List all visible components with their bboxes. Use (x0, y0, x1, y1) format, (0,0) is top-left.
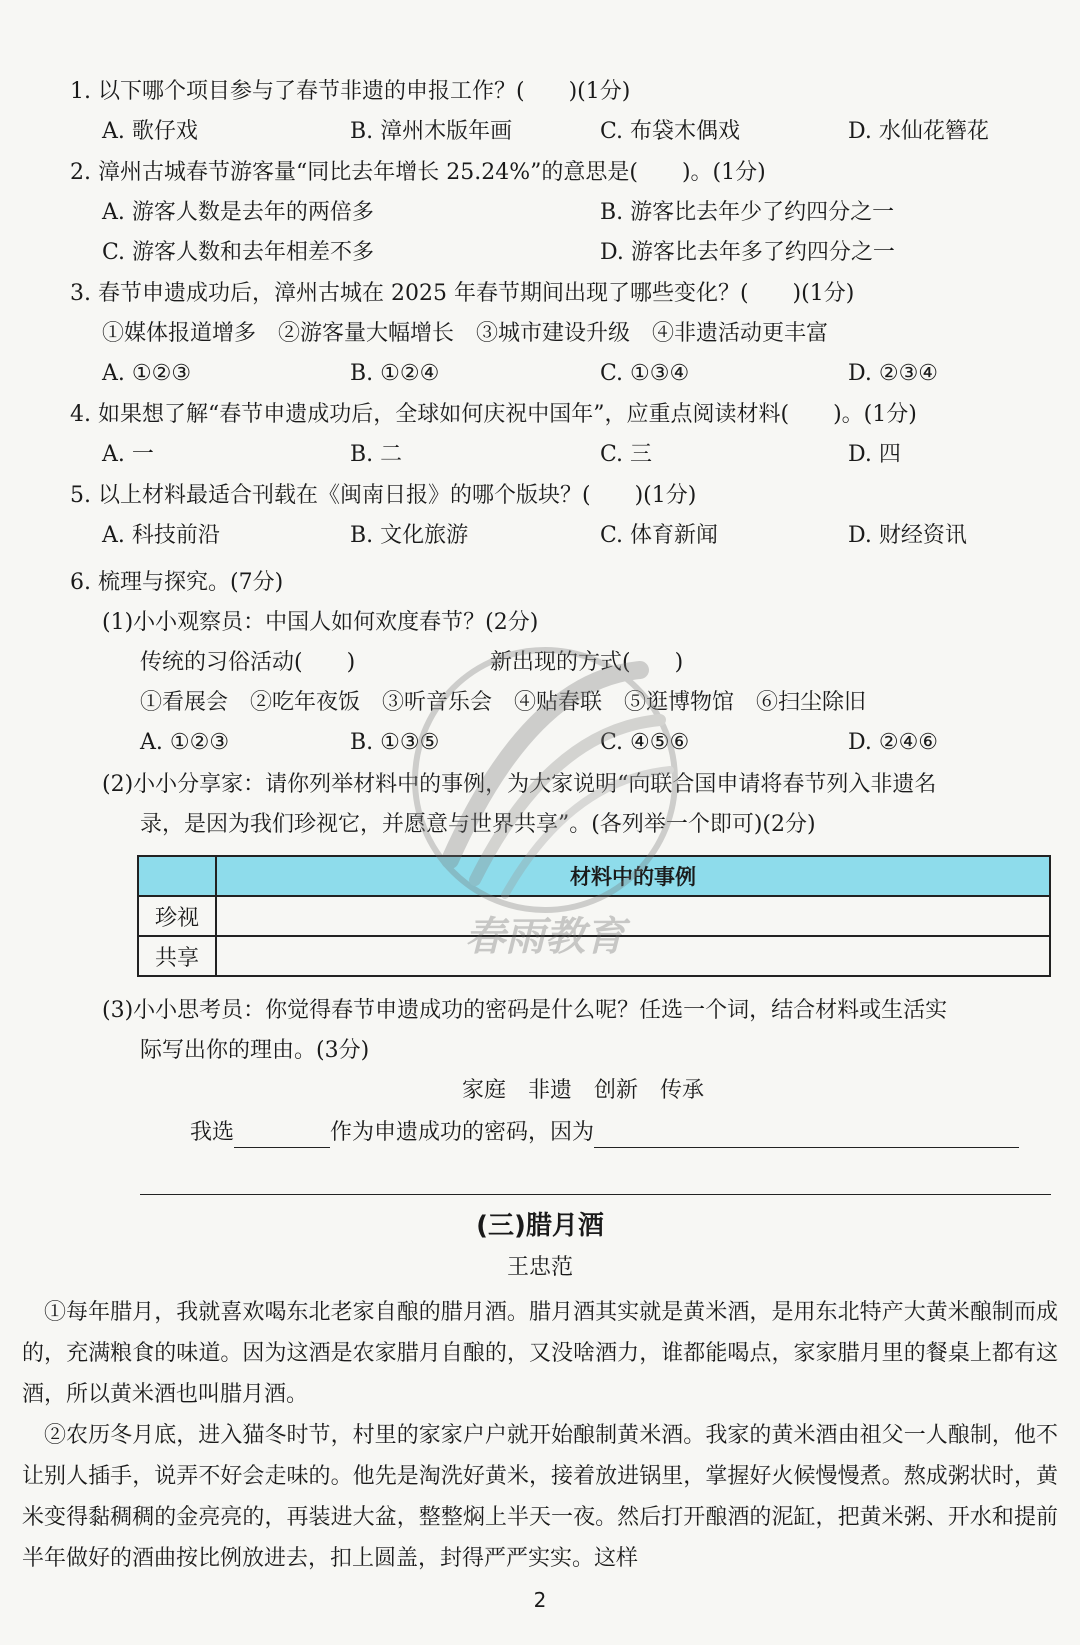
q6-part1-option-a: A. ①②③ (140, 730, 230, 755)
paragraph-1: ①每年腊月，我就喜欢喝东北老家自酿的腊月酒。腊月酒其实就是黄米酒，是用东北特产大黄米酿制而成的，充满粮食的味道。因为这酒是农家腊月自酿的，又没啥酒力，谁都能喝点，家家腊月里的餐桌上都有这酒，所以黄米酒也叫腊月酒。 (22, 1300, 1058, 1407)
q6-part1-option-d: D. ②④⑥ (848, 730, 939, 755)
q3-items: ①媒体报道增多 ②游客量大幅增长 ③城市建设升级 ④非遗活动更丰富 (102, 321, 829, 346)
q6-part1-stem: (1)小小观察员：中国人如何欢度春节？(2分) (102, 610, 539, 635)
q1-option-a: A. 歌仔戏 (102, 119, 198, 144)
answer-cell-share[interactable] (216, 936, 1050, 976)
article-body (22, 1292, 1058, 1579)
q3-option-a: A. ①②③ (102, 361, 192, 386)
q6-part2-line2: 录，是因为我们珍视它，并愿意与世界共享”。(各列举一个即可)(2分) (140, 812, 816, 837)
paragraph-2: ②农历冬月底，进入猫冬时节，村里的家家户户就开始酿制黄米酒。我家的黄米酒由祖父一人酿制，他不让别人插手，说弄不好会走味的。他先是淘洗好黄米，接着放进锅里，掌握好火候慢慢煮。熬成粥状时，黄米变得黏稠稠的金亮亮的，再装进大盆，整整焖上半天一夜。然后打开酿酒的泥缸，把黄米粥、开水和提前半年做好的酒曲按比例放进去，扣上圆盖，封得严严实实。这样 (22, 1423, 1058, 1571)
answer-prefix: 我选 (190, 1120, 235, 1145)
answer-mid: 作为申遗成功的密码，因为 (330, 1120, 595, 1145)
q5-option-d: D. 财经资讯 (848, 523, 967, 548)
q5-option-b: B. 文化旅游 (350, 523, 469, 548)
q3-option-c: C. ①③④ (600, 361, 690, 386)
q3-option-b: B. ①②④ (350, 361, 440, 386)
q2-option-c: C. 游客人数和去年相差不多 (102, 240, 375, 265)
watermark-text: 春雨教育 (465, 913, 625, 960)
q1-stem: 1. 以下哪个项目参与了春节非遗的申报工作？( )(1分) (70, 79, 631, 104)
q6-part1-items: ①看展会 ②吃年夜饭 ③听音乐会 ④贴春联 ⑤逛博物馆 ⑥扫尘除旧 (140, 690, 867, 715)
q6-part3-words: 家庭 非遗 创新 传承 (462, 1078, 705, 1103)
q4-option-c: C. 三 (600, 442, 653, 467)
section-title: (三)腊月酒 (476, 1211, 604, 1241)
q3-stem: 3. 春节申遗成功后，漳州古城在 2025 年春节期间出现了哪些变化？( )(1分) (70, 281, 855, 306)
q6-part1-option-c: C. ④⑤⑥ (600, 730, 690, 755)
q6-part3-line2: 际写出你的理由。(3分) (140, 1038, 370, 1063)
reason-continuation-line[interactable] (140, 1194, 1051, 1195)
table-row (138, 936, 1050, 976)
q6-stem: 6. 梳理与探究。(7分) (70, 570, 284, 595)
q5-stem: 5. 以上材料最适合刊载在《闽南日报》的哪个版块？( )(1分) (70, 483, 697, 508)
table-row (138, 896, 1050, 936)
table-header: 材料中的事例 (216, 856, 1050, 896)
examples-table (137, 855, 1051, 977)
q4-option-b: B. 二 (350, 442, 403, 467)
row-label-cherish: 珍视 (138, 896, 216, 936)
table-corner-cell (138, 856, 216, 896)
q2-option-a: A. 游客人数是去年的两倍多 (102, 200, 374, 225)
q6-part1-new-way: 新出现的方式( ) (490, 650, 684, 675)
author-name: 王忠范 (506, 1255, 573, 1280)
q1-option-b: B. 漳州木版年画 (350, 119, 513, 144)
q2-option-d: D. 游客比去年多了约四分之一 (600, 240, 895, 265)
q5-option-c: C. 体育新闻 (600, 523, 719, 548)
table-header-row (138, 856, 1050, 896)
q6-part3-line1: (3)小小思考员：你觉得春节申遗成功的密码是什么呢？任选一个词，结合材料或生活实 (102, 998, 948, 1023)
row-label-share: 共享 (138, 936, 216, 976)
q1-option-d: D. 水仙花簪花 (848, 119, 989, 144)
answer-cell-cherish[interactable] (216, 896, 1050, 936)
q5-option-a: A. 科技前沿 (102, 523, 220, 548)
q4-stem: 4. 如果想了解“春节申遗成功后，全球如何庆祝中国年”，应重点阅读材料( )。(1分) (70, 402, 917, 427)
q2-option-b: B. 游客比去年少了约四分之一 (600, 200, 895, 225)
word-blank[interactable] (234, 1123, 330, 1148)
q4-option-d: D. 四 (848, 442, 901, 467)
q6-part2-line1: (2)小小分享家：请你列举材料中的事例，为大家说明“向联合国申请将春节列入非遗名 (102, 772, 937, 797)
q6-part1-traditional: 传统的习俗活动( ) (140, 650, 356, 675)
q3-option-d: D. ②③④ (848, 361, 939, 386)
q1-option-c: C. 布袋木偶戏 (600, 119, 741, 144)
q4-option-a: A. 一 (102, 442, 154, 467)
q6-part3-answer-line (190, 1118, 1019, 1148)
q2-stem: 2. 漳州古城春节游客量“同比去年增长 25.24%”的意思是( )。(1分) (70, 160, 766, 185)
q6-part1-option-b: B. ①③⑤ (350, 730, 440, 755)
reason-blank[interactable] (594, 1123, 1019, 1148)
page-number: 2 (533, 1588, 547, 1612)
